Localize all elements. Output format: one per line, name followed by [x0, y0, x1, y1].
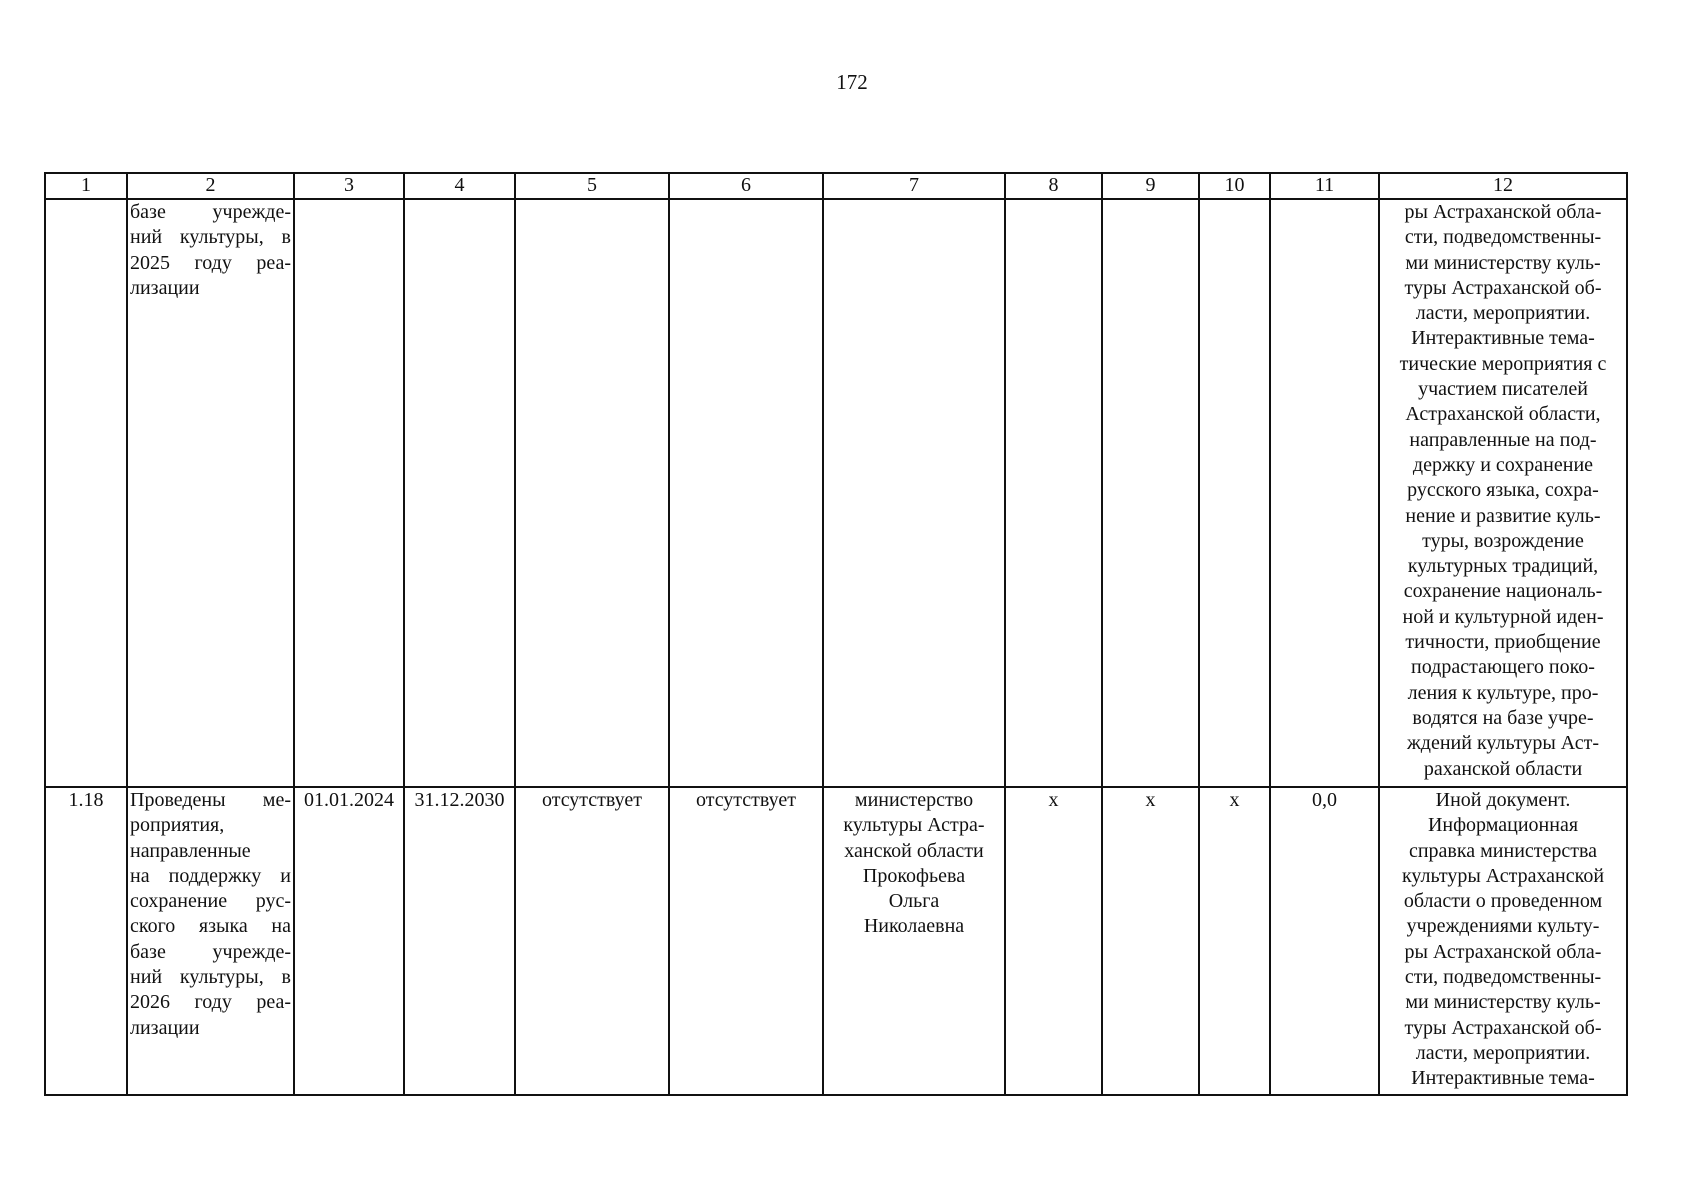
cell-col11: [1270, 199, 1379, 787]
table-row-continuation: [45, 199, 1627, 787]
text-line: ления к культуре, про-: [1407, 681, 1599, 704]
text-line: Прокофьева: [862, 864, 966, 887]
cell-col5: отсутствует: [515, 787, 669, 1095]
header-cell-5: 5: [515, 173, 669, 199]
text-line: сти, подведомственны-: [1404, 966, 1602, 989]
text-line: ми министерству куль-: [1405, 991, 1601, 1014]
text-line: туры Астраханской об-: [1404, 1016, 1602, 1039]
text-line: учреждениями культу-: [1406, 915, 1600, 938]
text-line: Николаевна: [863, 915, 965, 938]
cell-col6: отсутствует: [669, 787, 823, 1095]
text-line: водятся на базе учре-: [1412, 706, 1594, 729]
text-line: сохранение националь-: [1403, 580, 1603, 603]
text-line: Иной документ.: [1435, 789, 1571, 811]
text-line: направленные: [130, 839, 251, 862]
cell-end-date: 31.12.2030: [404, 787, 515, 1095]
text-line: справка министерства: [1408, 839, 1598, 862]
text-line: ского языка на: [130, 915, 291, 938]
table-row-1-18: [45, 787, 1627, 1095]
text-line: министерство: [854, 789, 974, 811]
header-cell-12: 12: [1379, 173, 1627, 199]
text-line: туры, возрождение: [1422, 529, 1584, 552]
text-line: области о проведенном: [1403, 890, 1603, 913]
text-line: раханской области: [1423, 757, 1583, 780]
text-line: нение и развитие куль-: [1405, 504, 1601, 527]
cell-col6: [669, 199, 823, 787]
header-cell-1: 1: [45, 173, 127, 199]
text-line: ний культуры, в: [130, 226, 291, 249]
cell-number: [45, 199, 127, 787]
text-line: сти, подведомственны-: [1404, 226, 1602, 249]
text-line: ханской области: [844, 839, 984, 862]
text-line: ры Астраханской обла-: [1404, 201, 1602, 223]
text-line: Проведены ме-: [130, 789, 291, 811]
text-line: ной и культурной иден-: [1402, 605, 1604, 628]
cell-description: [127, 199, 294, 787]
cell-responsible: [823, 199, 1005, 787]
text-line: туры Астраханской об-: [1404, 276, 1602, 299]
header-cell-6: 6: [669, 173, 823, 199]
text-line: Информационная: [1427, 814, 1579, 837]
data-table: [44, 172, 1628, 1096]
text-line: сохранение рус-: [130, 890, 291, 913]
text-line: ний культуры, в: [130, 966, 291, 989]
text-line: ждений культуры Аст-: [1406, 732, 1599, 755]
header-cell-3: 3: [294, 173, 404, 199]
cell-start-date: [294, 199, 404, 787]
header-cell-10: 10: [1199, 173, 1270, 199]
cell-col8: х: [1005, 787, 1102, 1095]
text-line: Интерактивные тема-: [1411, 1067, 1595, 1090]
cell-col9: х: [1102, 787, 1199, 1095]
cell-end-date: [404, 199, 515, 787]
text-line: 2025 году реа-: [130, 251, 291, 274]
cell-col8: [1005, 199, 1102, 787]
text-line: Ольга: [888, 890, 940, 913]
text-line: лизации: [130, 1016, 200, 1039]
header-cell-8: 8: [1005, 173, 1102, 199]
text-line: направленные на под-: [1409, 428, 1597, 451]
text-line: ми министерству куль-: [1405, 251, 1601, 274]
text-line: тичности, приобщение: [1405, 631, 1601, 654]
text-line: ласти, мероприятии.: [1415, 302, 1591, 325]
text-line: культуры Астра-: [843, 814, 985, 837]
text-line: Интерактивные тема-: [1411, 327, 1595, 350]
text-line: роприятия,: [130, 814, 225, 837]
text-line: ры Астраханской обла-: [1404, 940, 1602, 963]
cell-document: [1379, 199, 1627, 787]
text-line: базе учрежде-: [130, 940, 291, 963]
cell-col10: х: [1199, 787, 1270, 1095]
cell-col5: [515, 199, 669, 787]
text-line: ласти, мероприятии.: [1415, 1041, 1591, 1064]
text-line: Астраханской области,: [1405, 403, 1601, 426]
header-cell-9: 9: [1102, 173, 1199, 199]
text-line: тические мероприятия с: [1399, 352, 1607, 375]
cell-col11: 0,0: [1270, 787, 1379, 1095]
page-number: 172: [836, 70, 868, 94]
cell-start-date: 01.01.2024: [294, 787, 404, 1095]
cell-col9: [1102, 199, 1199, 787]
cell-number: 1.18: [45, 787, 127, 1095]
text-line: культурных традиций,: [1407, 555, 1599, 578]
text-line: участием писателей: [1418, 378, 1588, 401]
cell-responsible: [823, 787, 1005, 1095]
text-line: базе учрежде-: [130, 201, 291, 223]
text-line: лизации: [130, 276, 200, 299]
cell-document: [1379, 787, 1627, 1095]
text-line: русского языка, сохра-: [1407, 479, 1599, 502]
cell-description: [127, 787, 294, 1095]
text-line: подрастающего поко-: [1411, 656, 1595, 679]
header-row: [45, 173, 1627, 199]
header-cell-4: 4: [404, 173, 515, 199]
text-line: 2026 году реа-: [130, 991, 291, 1014]
header-cell-11: 11: [1270, 173, 1379, 199]
header-cell-2: 2: [127, 173, 294, 199]
cell-col10: [1199, 199, 1270, 787]
header-cell-7: 7: [823, 173, 1005, 199]
text-line: на поддержку и: [130, 864, 291, 887]
text-line: культуры Астраханской: [1401, 864, 1605, 887]
text-line: держку и сохранение: [1412, 453, 1594, 476]
